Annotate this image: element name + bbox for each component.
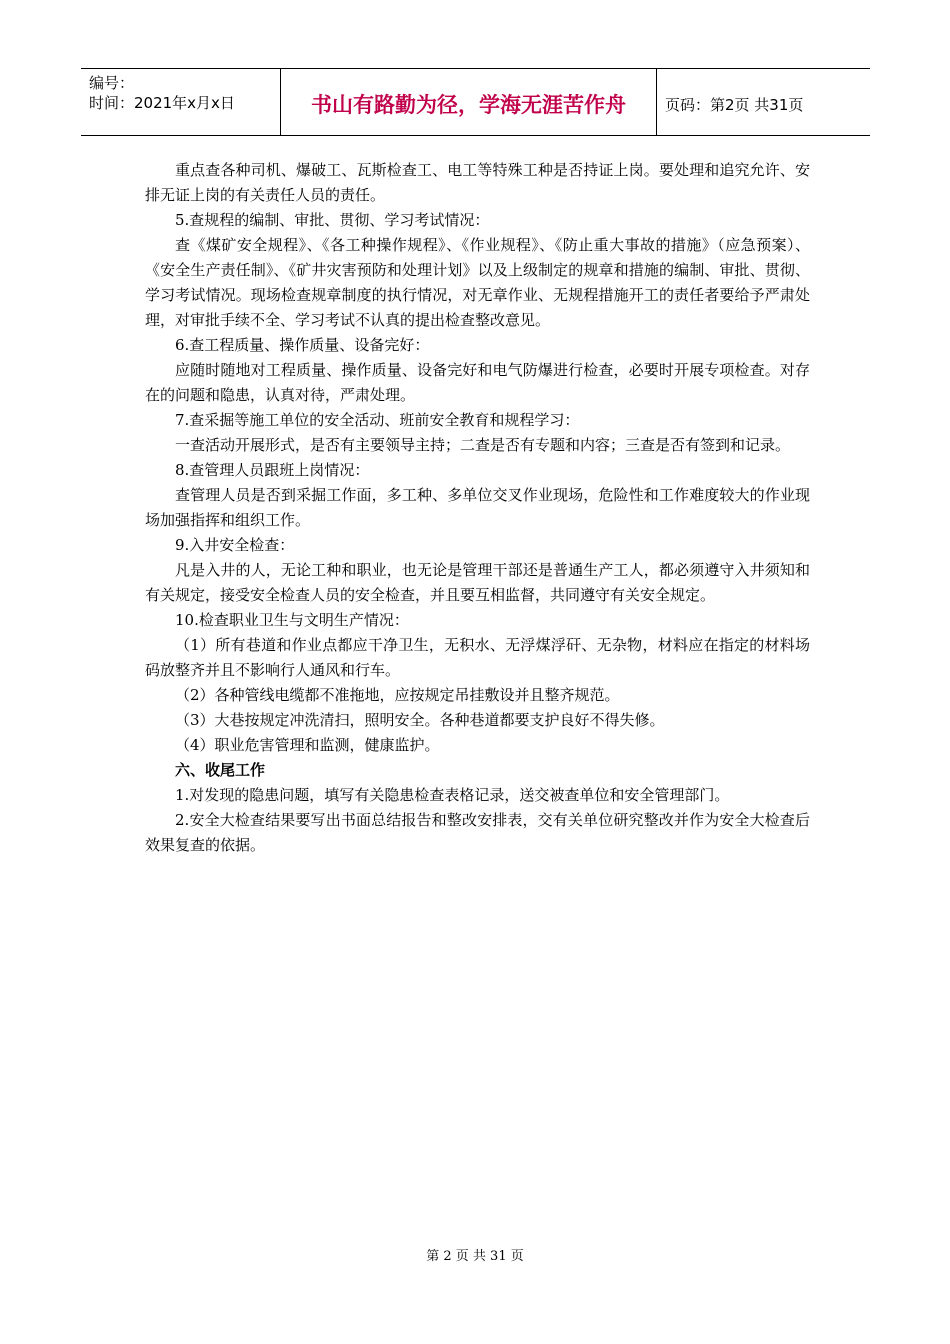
list-item: （2）各种管线电缆都不准拖地，应按规定吊挂敷设并且整齐规范。 [175, 686, 620, 704]
paragraph: 查管理人员是否到采掘工作面，多工种、多单位交叉作业现场，危险性和工作难度较大的作业现场加强指挥和组织工作。 [145, 486, 810, 529]
header-motto: 书山有路勤为径，学海无涯苦作舟 [281, 69, 657, 135]
list-item: （3）大巷按规定冲洗清扫，照明安全。各种巷道都要支护良好不得失修。 [175, 711, 665, 729]
list-item: （4）职业危害管理和监测，健康监护。 [175, 736, 440, 754]
document-body [145, 158, 810, 858]
paragraph: 重点查各种司机、爆破工、瓦斯检查工、电工等特殊工种是否持证上岗。要处理和追究允许、安排无证上岗的有关责任人员的责任。 [145, 161, 810, 204]
page-footer: 第 2 页 共 31 页 [426, 1249, 524, 1264]
paragraph: 查《煤矿安全规程》、《各工种操作规程》、《作业规程》、《防止重大事故的措施》（应急预案）、《安全生产责任制》、《矿井灾害预防和处理计划》以及上级制定的规章和措施的编制、审批、贯彻、学习考试情况。现场检查规章制度的执行情况，对无章作业、无规程措施开工的责任者要给予严肃处理，对审批手续不全、学习考试不认真的提出检查整改意见。 [145, 236, 810, 329]
paragraph: 凡是入井的人，无论工种和职业，也无论是管理干部还是普通生产工人，都必须遵守入井须知和有关规定，接受安全检查人员的安全检查，并且要互相监督，共同遵守有关安全规定。 [145, 561, 810, 604]
document-date: 时间：2021年x月x日 [89, 94, 235, 112]
section-heading: 7.查采掘等施工单位的安全活动、班前安全教育和规程学习： [175, 411, 580, 429]
paragraph: 一查活动开展形式，是否有主要领导主持；二查是否有专题和内容；三查是否有签到和记录。 [175, 436, 791, 454]
page-header [81, 68, 870, 136]
section-heading: 6.查工程质量、操作质量、设备完好： [175, 336, 430, 354]
list-item: （1）所有巷道和作业点都应干净卫生，无积水、无浮煤浮矸、无杂物，材料应在指定的材料场码放整齐并且不影响行人通风和行车。 [145, 636, 810, 679]
section-heading: 10.检查职业卫生与文明生产情况： [175, 611, 409, 629]
list-item: 1.对发现的隐患问题，填写有关隐患检查表格记录，送交被查单位和安全管理部门。 [175, 786, 730, 804]
chapter-heading: 六、收尾工作 [175, 761, 266, 779]
section-heading: 5.查规程的编制、审批、贯彻、学习考试情况： [175, 211, 490, 229]
section-heading: 8.查管理人员跟班上岗情况： [175, 461, 370, 479]
header-page-info: 页码：第2页 共31页 [665, 95, 804, 114]
paragraph: 应随时随地对工程质量、操作质量、设备完好和电气防爆进行检查，必要时开展专项检查。对存在的问题和隐患，认真对待，严肃处理。 [145, 361, 810, 404]
header-meta [81, 69, 281, 135]
document-number-label: 编号： [89, 74, 135, 92]
section-heading: 9.入井安全检查： [175, 536, 295, 554]
list-item: 2.安全大检查结果要写出书面总结报告和整改安排表，交有关单位研究整改并作为安全大检查后效果复查的依据。 [145, 811, 810, 854]
